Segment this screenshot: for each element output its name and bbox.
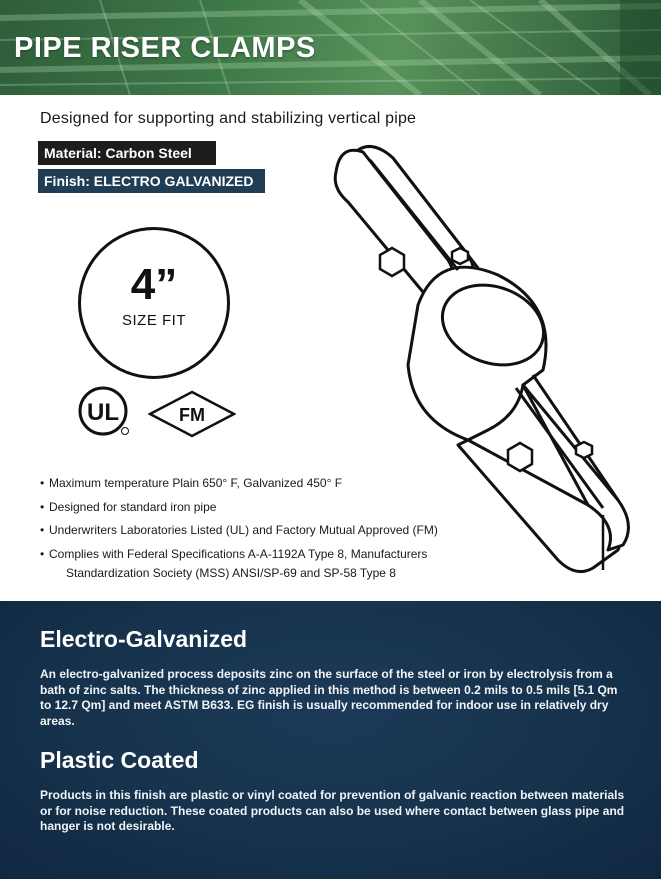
feature-item-continuation: Standardization Society (MSS) ANSI/SP-69 and SP-58 Type 8 [66, 566, 396, 580]
material-tag: Material: Carbon Steel [38, 141, 216, 165]
size-value: 4” [130, 260, 178, 309]
ul-mark-text: UL [87, 399, 119, 426]
feature-item: • Designed for standard iron pipe [40, 496, 640, 520]
feature-item: • Underwriters Laboratories Listed (UL) and Factory Mutual Approved (FM) [40, 519, 640, 543]
size-badge [78, 227, 230, 379]
feature-item: • Complies with Federal Specifications A-A-1192A Type 8, Manufacturers [40, 543, 640, 567]
fm-approved-icon [148, 390, 236, 438]
feature-list [40, 472, 640, 566]
finish-tag: Finish: ELECTRO GALVANIZED [38, 169, 265, 193]
electro-galvanized-heading: Electro-Galvanized [40, 626, 248, 652]
plastic-coated-body: Products in this finish are plastic or vinyl coated for prevention of galvanic reaction between materials or for noise reduction. These coated products can also be used where contact between glass pipe and hanger is not desirable. [40, 788, 625, 833]
page-title: PIPE RISER CLAMPS [14, 32, 316, 64]
plastic-coated-heading: Plastic Coated [40, 747, 199, 773]
feature-item: • Maximum temperature Plain 650° F, Galvanized 450° F [40, 472, 640, 496]
size-label: SIZE FIT [122, 312, 186, 329]
header-banner [0, 0, 661, 95]
electro-galvanized-body: An electro-galvanized process deposits zinc on the surface of the steel or iron by electrolysis from a bath of zinc salts. The thickness of zinc applied in this method is between 0.2 mils to 0.5 mils [5.1 Qm to 12.7 Qm] and meet ASTM B633. EG finish is usually recommended for indoor use in relatively dry areas. [40, 667, 618, 728]
ul-listed-icon [77, 384, 131, 438]
finishes-section [0, 601, 661, 879]
fm-mark-text: FM [179, 405, 205, 425]
product-subtitle: Designed for supporting and stabilizing vertical pipe [40, 110, 417, 127]
